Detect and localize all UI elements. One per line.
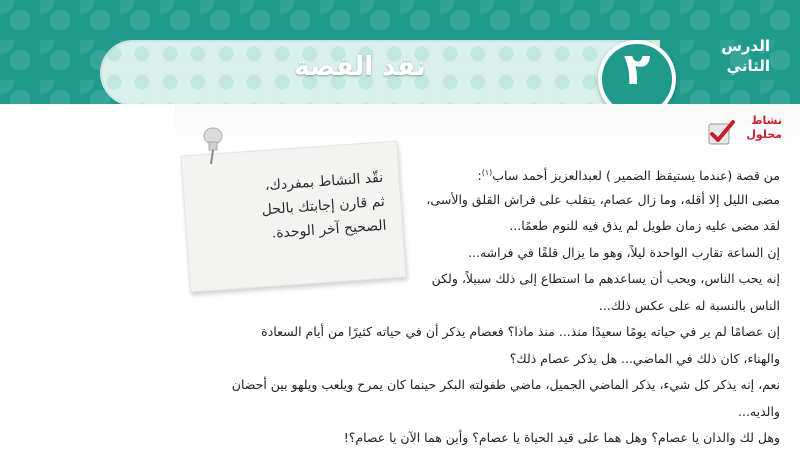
note-line2: ثم قارن إجابتك بالحل (261, 193, 386, 219)
story-line: لقد مضى عليه زمان طويل لم يذق فيه للنوم طعمًا... (509, 218, 780, 233)
story-intro-prefix: من قصة (عندما يستيقظ الضمير ) لعبدالعزيز أحمد ساب (492, 168, 780, 184)
footnote-mark: (١) (481, 168, 493, 177)
story-excerpt (180, 160, 780, 452)
story-line: والديه... (738, 403, 780, 419)
story-line: إن عصامًا لم ير في حياته يومًا سعيدًا منذ... منذ ماذا؟ فعصام يذكر أن في حياته كثيرًا من أيام السعادة (261, 324, 780, 339)
story-intro-suffix: : (477, 168, 482, 184)
story-line: وهل لك والدان يا عصام؟ وهل هما على قيد الحياة يا عصام؟ وأين هما الآن يا عصام؟! (343, 430, 780, 445)
note-line3: الصحيح آخر الوحدة. (271, 217, 388, 242)
story-line: إن الساعة تقارب الواحدة ليلاً، وهو ما يزال قلقًا في فراشه... (468, 244, 780, 260)
lesson-label-line2: الثاني (726, 57, 770, 75)
story-line: الناس بالنسبة له على عكس ذلك... (598, 297, 780, 313)
story-line: مضى الليل إلا أقله، وما زال عصام، يتقلب على فراش القلق والأسى، (426, 191, 780, 207)
story-line: والهناء، كان ذلك في الماضي... هل يذكر عصام ذلك؟ (509, 350, 780, 366)
solved-activity-badge (706, 114, 782, 154)
checkmark-clipboard-icon (706, 118, 736, 148)
lesson-number: ٢ (623, 44, 651, 95)
note-line1: نقّد النشاط بمفردك، (264, 169, 384, 195)
story-intro (180, 160, 780, 187)
activity-label-line2: محلول (746, 128, 782, 141)
lesson-label (680, 36, 770, 76)
story-line: إنه يحب الناس، ويحب أن يساعدهم ما استطاع إلى ذلك سبيلاً، ولكن (431, 271, 780, 286)
lesson-label-line1: الدرس (721, 37, 770, 55)
page-margin (0, 104, 175, 449)
activity-label (740, 114, 782, 142)
lesson-title: نقد القصة (294, 52, 426, 82)
story-line: نعم، إنه يذكر كل شيء، يذكر الماضي الجميل، ماضي طفولته البكر حينما كان يمرح ويلعب ويلهو بين أحضان (231, 377, 780, 392)
activity-label-line1: نشاط (751, 114, 782, 127)
